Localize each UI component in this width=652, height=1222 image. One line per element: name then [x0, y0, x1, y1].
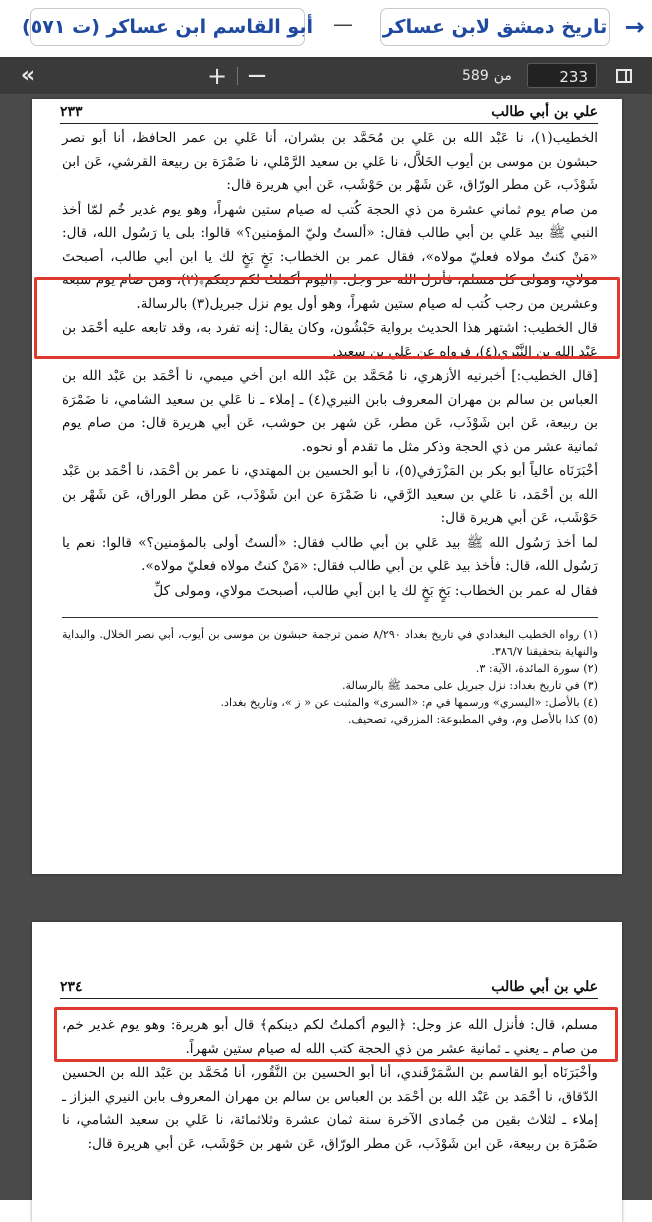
title-bar: [0, 0, 652, 58]
paragraph: قال الخطيب: اشتهر هذا الحديث برواية حَبْشُون، وكان يقال: إنه تفرد به، وقد تابعه عليه أحْمَد بن عَبْد الله بن النَّيْري(٤)، فرواه عن عَلي بن سعيد.: [62, 320, 598, 360]
pdf-page-234: [32, 922, 622, 1222]
sidebar-toggle-button[interactable]: [604, 57, 644, 94]
running-title: علي بن أبي طالب: [491, 979, 598, 995]
collapse-toolbar-icon[interactable]: «: [20, 63, 36, 88]
footnote: (٥) كذا بالأصل وم، وفي المطبوعة: المزرقي، تصحيف.: [348, 713, 598, 726]
book-title-button[interactable]: تاريخ دمشق لابن عساكر: [380, 8, 610, 46]
title-separator: —: [333, 12, 353, 36]
page-count: [462, 57, 522, 94]
paragraph: وأخْبَرَنَاه أبو القاسم بن السَّمَرْقَندي، أنا أبو الحسين بن النَّقُور، أنا مُحَمَّد بن عَبْد الله بن الحسين الدّقاق، نا أحْمَد بن عَبْد الله بن أحْمَد بن العباس بن سالم بن مهران المعروف بابن النيري البزاز ـ إملاء ـ لثلاث بقين من جُمادى الآخرة سنة ثمان عشرة وثلاثمائة، نا عَلي بن سعيد الشامي، نا ضَمْرَة بن ربيعة، عَن ابن شَوْذَب، عَن مطر الورّاق، عَن شهر بن حَوْشَب، عَن أبي هريرة قال:: [62, 1065, 598, 1152]
zoom-out-button[interactable]: −: [246, 60, 268, 91]
running-header: [60, 976, 598, 999]
pdf-viewer[interactable]: [0, 94, 652, 1200]
paragraph: أخْبَرَنَاه عالياً أبو بكر بن المَزْرَفي(٥)، نا أبو الحسين بن المهتدي، نا عمر بن أحْمَد، نا أحْمَد بن عَبْد الله بن أحْمَد، نا عَلي بن سعيد الرَّقي، نا ضَمْرَة عن ابن شَوْذَب، عَن مطر الوراق، عَن شَهْر بن حَوْشَب، عَن أبي هريرة قال:: [62, 463, 598, 526]
of-label: من: [493, 67, 512, 84]
footnote: (١) رواه الخطيب البغدادي في تاريخ بغداد ٨/٢٩٠ ضمن ترجمة حبشون بن موسى بن أيوب، أبي نصر الخلال. والبداية والنهاية بتحقيقنا ٣٨٦/٧.: [62, 628, 598, 658]
paragraph: لما أخذ رَسُول الله ﷺ بيد عَلي بن أبي طالب فقال: «ألستُ أولى بالمؤمنين؟» قالوا: نعم يا رَسُول الله، قال: فأخذ بيد عَلي بن أبي طالب فقال: «مَنْ كنتُ مولاه فعليّ مولاه».: [62, 534, 598, 574]
pdf-toolbar: [0, 57, 652, 94]
toolbar-divider: [237, 67, 238, 85]
paragraph: فقال له عمر بن الخطاب: بَخٍ بَخٍ لك يا ابن أبي طالب، أصبحتَ مولاي، ومولى كلِّ: [153, 582, 598, 599]
footnote: (٢) سورة المائدة، الآية: ٣.: [475, 662, 598, 675]
highlight-box: [34, 277, 620, 359]
footnote: (٤) بالأصل: «اليسري» ورسمها في م: «السرى» والمثبت عن « ز »، وتاريخ بغداد.: [220, 696, 598, 709]
total-pages: 589: [462, 67, 489, 84]
page-number: ٢٣٣: [60, 104, 83, 120]
paragraph: الخطيب(١)، نا عَبْد الله بن عَلي بن مُحَمَّد بن بشران، أنا عَلي بن عمر الحافظ، أنا أبو نصر حبشون بن موسى بن أيوب الخَلاَّل، نا عَلي بن سعيد الرَّمْلي، نا ضَمْرَة بن ربيعة القرشي، عَن ابن شَوْذَب، عَن مطر الورّاق، عَن شَهْر بن حَوْشَب، عَن أبي هريرة قال:: [62, 130, 598, 193]
sidebar-icon: [616, 69, 632, 83]
footnote-divider: [62, 617, 598, 618]
pdf-page-233: [32, 99, 622, 874]
page-number-input[interactable]: [527, 63, 597, 88]
paragraph: مسلم، قال: فأنزل الله عز وجل: ﴿اليوم أكملتُ لكم دينكم﴾ قال أبو هريرة: وهو يوم غدير خم، من صام ـ يعني ـ ثمانية عشر من ذي الحجة كتب الله له صيام ستين شهراً.: [62, 1017, 598, 1057]
page-text: [62, 127, 598, 728]
running-title: علي بن أبي طالب: [491, 104, 598, 120]
footnote: (٣) في تاريخ بغداد: نزل جبريل على محمد ﷺ بالرسالة.: [341, 679, 598, 692]
highlight-box: [54, 1007, 618, 1062]
paragraph: [قال الخطيب:] أخبرنيه الأزهري، نا مُحَمَّد بن عَبْد الله ابن أخي ميمي، نا أحْمَد بن عَبْد الله بن العباس بن سالم بن مهران المعروف بابن النيري(٤) ـ إملاء ـ نا عَلي بن سعيد الشامي، نا ضَمْرَة بن ربيعة، عَن ابن شَوْذَب، عَن مطر، عَن شهر بن حوشب، عَن أبي هريرة قال: من صام يوم ثمانية عشر من ذي الحجة وذكر مثل ما تقدم أو نحوه.: [62, 368, 598, 455]
page-number: ٢٣٤: [60, 979, 83, 995]
forward-arrow-icon[interactable]: →: [624, 13, 645, 41]
author-button[interactable]: أبو القاسم ابن عساكر (ت ٥٧١): [30, 8, 305, 46]
paragraph: من صام يوم ثماني عشرة من ذي الحجة كُتب له صيام ستين شهراً، وهو يوم غدير خُم لمّا أخذ النبي ﷺ بيد عَلي بن أبي طالب فقال: «ألستُ وليّ المؤمنين؟» قالوا: بلى يا رَسُول الله، قال: «مَنْ كنتُ مولاه فعليّ مولاه»، فقال عمر بن الخطاب: بَخٍ بَخٍ لك يا ابن أبي طالب، أصبحتَ مولاي، ومولى كل مسلم، فأنزل الله عز وجل: ﴿اليوم أكملتُ لكم دينكم﴾(٢)، ومن صام يوم سبعة وعشرين من رجب كُتب له صيام ستين شهراً، وهو أول يوم نزل جبريل(٣) بالرسالة.: [62, 201, 598, 312]
running-header: [60, 101, 598, 124]
zoom-in-button[interactable]: +: [206, 61, 228, 90]
